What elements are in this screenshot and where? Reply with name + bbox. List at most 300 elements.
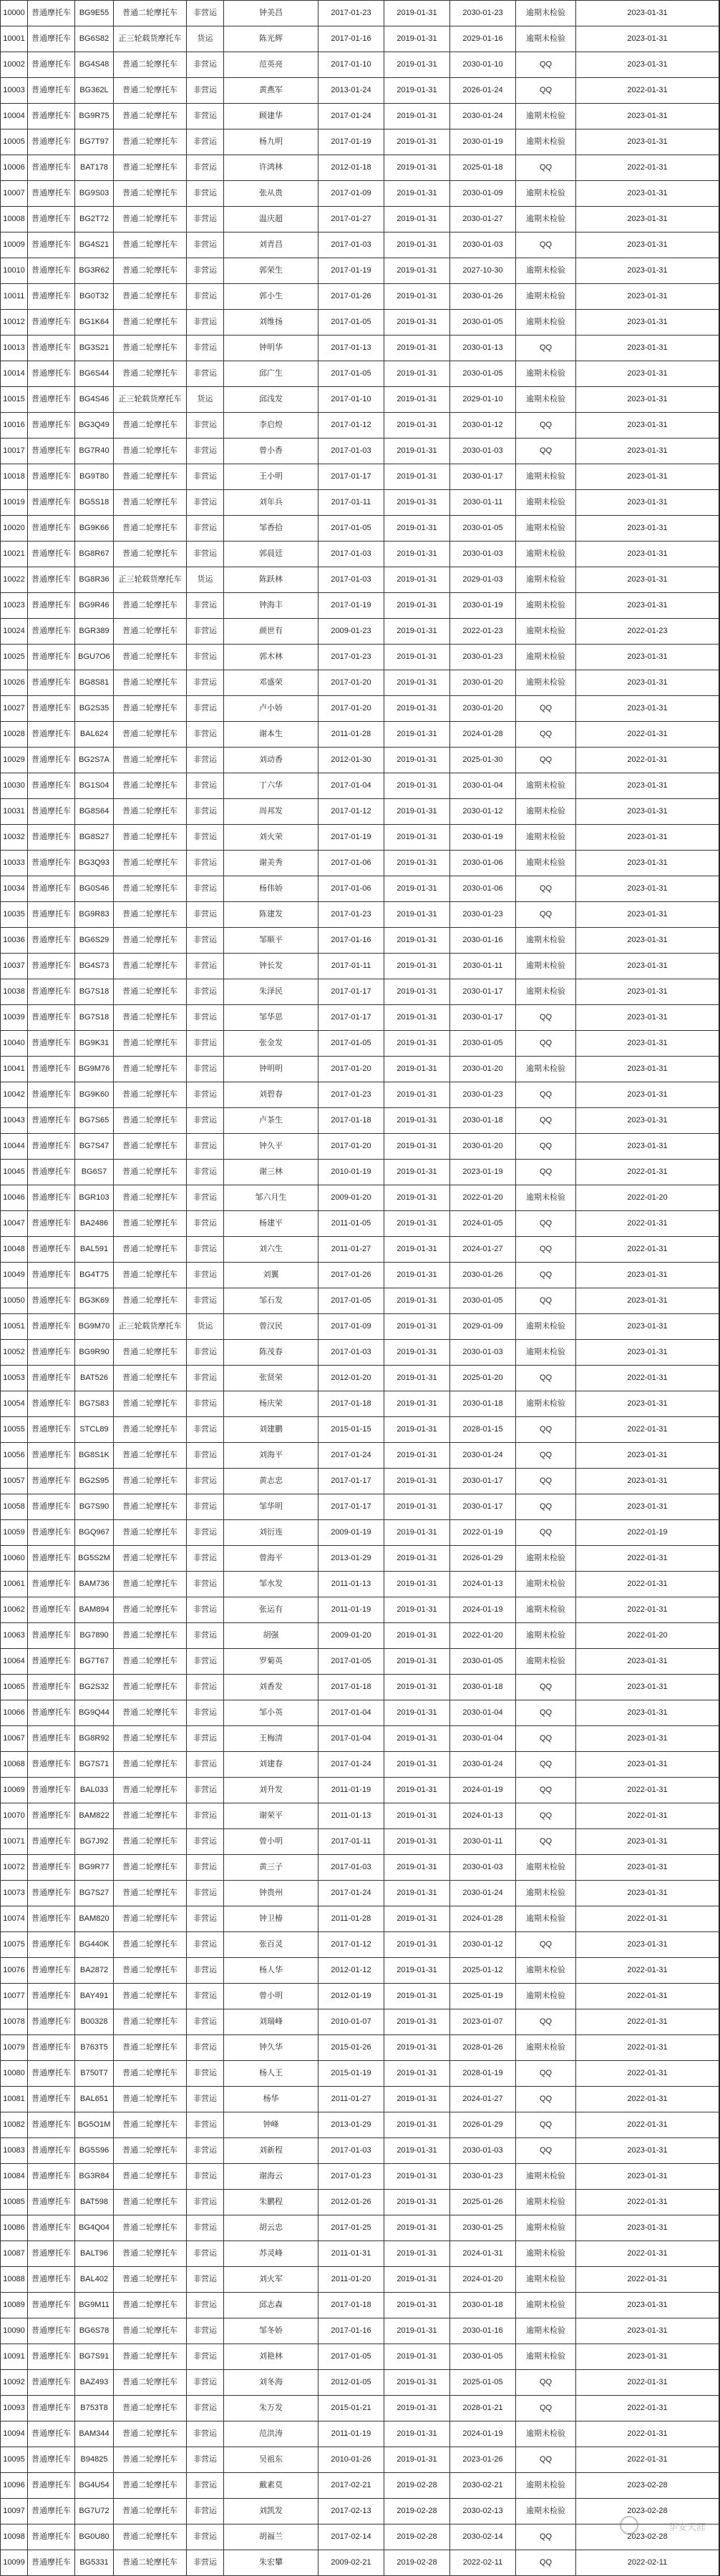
table-row [1,1803,719,1829]
cell-scrap-date: 2024-01-28 [450,1906,516,1932]
cell-vehicle-model: 普通二轮摩托车 [114,1597,187,1623]
cell-valid-until: 2023-01-31 [576,2164,719,2190]
cell-vehicle-type: 普通摩托车 [28,284,75,310]
cell-vehicle-type: 普通摩托车 [28,232,75,258]
cell-usage: 非营运 [187,1,224,26]
table-row [1,439,719,464]
cell-plate-no: BG6S29 [75,928,114,954]
cell-vehicle-type: 普通摩托车 [28,1237,75,1263]
cell-plate-no: BG2S32 [75,1675,114,1700]
cell-usage: 非营运 [187,1752,224,1778]
cell-vehicle-model: 普通二轮摩托车 [114,1288,187,1314]
cell-status: QQ [516,232,576,258]
cell-vehicle-model: 普通二轮摩托车 [114,1829,187,1855]
cell-record-no: 10074 [1,1906,28,1932]
cell-record-no: 10032 [1,825,28,851]
cell-valid-until: 2023-01-31 [576,413,719,439]
cell-inspect-date: 2019-01-31 [384,1185,450,1211]
cell-plate-no: BG3R62 [75,258,114,284]
cell-plate-no: BG7R40 [75,439,114,464]
cell-usage: 非营运 [187,2370,224,2396]
cell-register-date: 2017-01-18 [318,1675,384,1700]
cell-scrap-date: 2030-01-03 [450,232,516,258]
cell-vehicle-type: 普通摩托车 [28,1984,75,2009]
cell-usage: 非营运 [187,284,224,310]
cell-usage: 货运 [187,567,224,593]
cell-register-date: 2017-01-06 [318,876,384,902]
cell-record-no: 10067 [1,1726,28,1752]
cell-vehicle-type: 普通摩托车 [28,1881,75,1906]
cell-inspect-date: 2019-01-31 [384,464,450,490]
cell-status: 逾期未检验 [516,928,576,954]
cell-owner-name: 刘冬海 [224,2370,318,2396]
table-row [1,2293,719,2318]
cell-owner-name: 谢三林 [224,1160,318,1185]
cell-record-no: 10045 [1,1160,28,1185]
cell-owner-name: 郭晨廷 [224,542,318,567]
cell-vehicle-type: 普通摩托车 [28,464,75,490]
table-row [1,645,719,670]
cell-scrap-date: 2030-01-17 [450,1005,516,1031]
cell-vehicle-model: 普通二轮摩托车 [114,2164,187,2190]
cell-record-no: 10050 [1,1288,28,1314]
cell-usage: 非营运 [187,1082,224,1108]
table-row [1,2499,719,2524]
cell-usage: 非营运 [187,1108,224,1134]
cell-register-date: 2017-01-03 [318,542,384,567]
cell-status: 逾期未检验 [516,2344,576,2370]
cell-valid-until: 2023-01-31 [576,593,719,619]
cell-inspect-date: 2019-01-31 [384,825,450,851]
cell-owner-name: 邱浅发 [224,387,318,413]
cell-valid-until: 2023-01-31 [576,1855,719,1881]
cell-usage: 非营运 [187,1494,224,1520]
cell-status: QQ [516,1443,576,1469]
table-row [1,1649,719,1675]
cell-plate-no: BG1S04 [75,773,114,799]
cell-owner-name: 钟明明 [224,1057,318,1082]
cell-register-date: 2017-01-20 [318,1057,384,1082]
cell-inspect-date: 2019-02-28 [384,2524,450,2550]
cell-scrap-date: 2022-01-19 [450,1520,516,1546]
cell-register-date: 2011-01-05 [318,1211,384,1237]
cell-usage: 非营运 [187,155,224,181]
cell-plate-no: BG0T32 [75,284,114,310]
cell-owner-name: 王梅清 [224,1726,318,1752]
cell-valid-until: 2023-01-31 [576,954,719,979]
cell-plate-no: BAL651 [75,2087,114,2112]
cell-record-no: 10012 [1,310,28,336]
cell-status: QQ [516,439,576,464]
cell-vehicle-type: 普通摩托车 [28,52,75,78]
cell-usage: 非营运 [187,2524,224,2550]
cell-status: QQ [516,1288,576,1314]
cell-usage: 非营运 [187,336,224,361]
cell-owner-name: 杨人王 [224,2061,318,2087]
cell-usage: 非营运 [187,1520,224,1546]
cell-inspect-date: 2019-01-31 [384,2009,450,2035]
cell-usage: 非营运 [187,542,224,567]
cell-status: QQ [516,1237,576,1263]
cell-usage: 非营运 [187,799,224,825]
cell-status: 逾期未检验 [516,2318,576,2344]
table-row [1,722,719,748]
table-row [1,387,719,413]
cell-valid-until: 2023-02-28 [576,2524,719,2550]
cell-inspect-date: 2019-01-31 [384,1108,450,1134]
cell-register-date: 2012-01-12 [318,1958,384,1984]
cell-record-no: 10078 [1,2009,28,2035]
cell-register-date: 2015-01-21 [318,2396,384,2421]
cell-vehicle-type: 普通摩托车 [28,1366,75,1391]
cell-record-no: 10053 [1,1366,28,1391]
cell-vehicle-type: 普通摩托车 [28,954,75,979]
table-row [1,670,719,696]
cell-usage: 非营运 [187,748,224,773]
table-row [1,1494,719,1520]
cell-inspect-date: 2019-01-31 [384,696,450,722]
cell-valid-until: 2023-01-31 [576,361,719,387]
cell-register-date: 2017-01-18 [318,1391,384,1417]
cell-vehicle-model: 普通二轮摩托车 [114,207,187,232]
cell-scrap-date: 2030-01-05 [450,361,516,387]
cell-vehicle-model: 普通二轮摩托车 [114,1855,187,1881]
cell-record-no: 10037 [1,954,28,979]
cell-record-no: 10023 [1,593,28,619]
cell-inspect-date: 2019-01-31 [384,928,450,954]
cell-record-no: 10054 [1,1391,28,1417]
cell-inspect-date: 2019-01-31 [384,1958,450,1984]
cell-usage: 非营运 [187,2087,224,2112]
cell-scrap-date: 2024-01-19 [450,1778,516,1803]
cell-register-date: 2017-01-11 [318,954,384,979]
cell-scrap-date: 2024-01-19 [450,2421,516,2447]
cell-status: QQ [516,1469,576,1494]
cell-owner-name: 朱泽民 [224,979,318,1005]
cell-record-no: 10065 [1,1675,28,1700]
cell-plate-no: BG6S7 [75,1160,114,1185]
cell-valid-until: 2022-01-31 [576,1906,719,1932]
cell-owner-name: 钟贵州 [224,1881,318,1906]
cell-owner-name: 胡福兰 [224,2524,318,2550]
cell-scrap-date: 2030-01-20 [450,696,516,722]
cell-register-date: 2017-01-03 [318,232,384,258]
cell-vehicle-type: 普通摩托车 [28,1031,75,1057]
cell-status: 逾期未检验 [516,593,576,619]
cell-valid-until: 2023-01-31 [576,1134,719,1160]
cell-usage: 非营运 [187,2035,224,2061]
cell-inspect-date: 2019-01-31 [384,2061,450,2087]
cell-vehicle-type: 普通摩托车 [28,979,75,1005]
cell-owner-name: 刘年兵 [224,490,318,516]
cell-vehicle-type: 普通摩托车 [28,722,75,748]
cell-scrap-date: 2028-01-26 [450,2035,516,2061]
cell-usage: 非营运 [187,1288,224,1314]
cell-usage: 非营运 [187,1855,224,1881]
table-row [1,2035,719,2061]
table-row [1,413,719,439]
cell-record-no: 10098 [1,2524,28,2550]
cell-scrap-date: 2030-01-11 [450,954,516,979]
cell-register-date: 2017-01-16 [318,2318,384,2344]
watermark-logo-icon [620,2516,638,2535]
cell-owner-name: 杨华 [224,2087,318,2112]
cell-valid-until: 2022-01-31 [576,1417,719,1443]
cell-register-date: 2017-01-23 [318,1,384,26]
cell-valid-until: 2023-01-31 [576,490,719,516]
cell-vehicle-type: 普通摩托车 [28,207,75,232]
cell-owner-name: 郭荣生 [224,258,318,284]
cell-status: 逾期未检验 [516,26,576,52]
cell-owner-name: 钟久平 [224,1134,318,1160]
cell-scrap-date: 2024-01-31 [450,2241,516,2267]
cell-usage: 非营运 [187,2241,224,2267]
table-row [1,1597,719,1623]
cell-vehicle-model: 普通二轮摩托车 [114,1,187,26]
table-row [1,1546,719,1572]
cell-valid-until: 2022-01-31 [576,1778,719,1803]
cell-vehicle-type: 普通摩托车 [28,2447,75,2473]
cell-scrap-date: 2026-01-29 [450,1546,516,1572]
cell-vehicle-type: 普通摩托车 [28,1314,75,1340]
table-row [1,2061,719,2087]
cell-usage: 非营运 [187,1803,224,1829]
cell-inspect-date: 2019-01-31 [384,78,450,104]
cell-owner-name: 许鸿林 [224,155,318,181]
cell-owner-name: 邱志森 [224,2293,318,2318]
cell-usage: 非营运 [187,1932,224,1958]
cell-valid-until: 2023-01-31 [576,284,719,310]
cell-owner-name: 胡云忠 [224,2215,318,2241]
table-row [1,464,719,490]
cell-vehicle-model: 普通二轮摩托车 [114,825,187,851]
cell-plate-no: BAT526 [75,1366,114,1391]
cell-vehicle-type: 普通摩托车 [28,181,75,207]
cell-usage: 非营运 [187,1546,224,1572]
cell-vehicle-type: 普通摩托车 [28,1623,75,1649]
cell-valid-until: 2023-01-31 [576,670,719,696]
cell-valid-until: 2023-01-31 [576,542,719,567]
cell-valid-until: 2022-01-31 [576,2396,719,2421]
cell-valid-until: 2023-01-31 [576,1340,719,1366]
cell-vehicle-model: 普通二轮摩托车 [114,1675,187,1700]
cell-scrap-date: 2030-01-16 [450,928,516,954]
cell-record-no: 10069 [1,1778,28,1803]
cell-status: 逾期未检验 [516,2267,576,2293]
cell-valid-until: 2023-01-31 [576,799,719,825]
cell-inspect-date: 2019-01-31 [384,1494,450,1520]
cell-plate-no: BG7S65 [75,1108,114,1134]
cell-owner-name: 刘新程 [224,2138,318,2164]
cell-inspect-date: 2019-01-31 [384,258,450,284]
cell-scrap-date: 2025-01-26 [450,2190,516,2215]
cell-register-date: 2017-01-23 [318,1082,384,1108]
cell-scrap-date: 2030-01-11 [450,1829,516,1855]
cell-status: 逾期未检验 [516,619,576,645]
cell-inspect-date: 2019-01-31 [384,2190,450,2215]
cell-register-date: 2012-01-19 [318,1984,384,2009]
cell-register-date: 2017-01-17 [318,464,384,490]
cell-vehicle-model: 普通二轮摩托车 [114,1803,187,1829]
cell-scrap-date: 2030-01-13 [450,336,516,361]
cell-vehicle-model: 普通二轮摩托车 [114,2318,187,2344]
cell-valid-until: 2023-01-31 [576,387,719,413]
cell-inspect-date: 2019-01-31 [384,1057,450,1082]
cell-register-date: 2011-01-28 [318,1906,384,1932]
cell-valid-until: 2023-01-31 [576,1288,719,1314]
cell-status: QQ [516,1778,576,1803]
cell-usage: 非营运 [187,928,224,954]
table-row [1,1314,719,1340]
cell-vehicle-model: 普通二轮摩托车 [114,1546,187,1572]
cell-valid-until: 2022-01-31 [576,1237,719,1263]
cell-status: 逾期未检验 [516,1546,576,1572]
cell-owner-name: 刘六生 [224,1237,318,1263]
cell-vehicle-type: 普通摩托车 [28,1340,75,1366]
cell-usage: 非营运 [187,1881,224,1906]
cell-record-no: 10008 [1,207,28,232]
cell-scrap-date: 2030-01-16 [450,2318,516,2344]
cell-status: QQ [516,1082,576,1108]
cell-usage: 非营运 [187,104,224,129]
table-row [1,593,719,619]
cell-plate-no: BAM822 [75,1803,114,1829]
cell-owner-name: 钟长发 [224,954,318,979]
cell-register-date: 2017-01-17 [318,979,384,1005]
table-row [1,2138,719,2164]
cell-vehicle-model: 普通二轮摩托车 [114,413,187,439]
cell-status: 逾期未检验 [516,258,576,284]
cell-vehicle-type: 普通摩托车 [28,1829,75,1855]
cell-vehicle-model: 普通二轮摩托车 [114,1881,187,1906]
cell-inspect-date: 2019-01-31 [384,2396,450,2421]
cell-owner-name: 朱宏攀 [224,2550,318,2576]
cell-usage: 非营运 [187,722,224,748]
cell-scrap-date: 2029-01-16 [450,26,516,52]
cell-vehicle-model: 普通二轮摩托车 [114,876,187,902]
cell-status: 逾期未检验 [516,129,576,155]
cell-usage: 货运 [187,387,224,413]
cell-register-date: 2013-01-29 [318,1546,384,1572]
cell-scrap-date: 2030-01-24 [450,1443,516,1469]
cell-vehicle-model: 正三轮载货摩托车 [114,1314,187,1340]
cell-valid-until: 2022-01-31 [576,2370,719,2396]
cell-vehicle-type: 普通摩托车 [28,2344,75,2370]
cell-inspect-date: 2019-01-31 [384,593,450,619]
cell-inspect-date: 2019-01-31 [384,619,450,645]
cell-status: 逾期未检验 [516,1,576,26]
cell-inspect-date: 2019-01-31 [384,1288,450,1314]
cell-inspect-date: 2019-01-31 [384,748,450,773]
cell-owner-name: 刘动香 [224,748,318,773]
cell-inspect-date: 2019-01-31 [384,773,450,799]
table-row [1,1469,719,1494]
cell-valid-until: 2023-01-31 [576,851,719,876]
cell-vehicle-type: 普通摩托车 [28,1185,75,1211]
cell-inspect-date: 2019-01-31 [384,1237,450,1263]
cell-inspect-date: 2019-01-31 [384,2035,450,2061]
table-row [1,2473,719,2499]
table-row [1,851,719,876]
cell-usage: 非营运 [187,2009,224,2035]
cell-inspect-date: 2019-01-31 [384,1469,450,1494]
cell-valid-until: 2022-01-31 [576,1958,719,1984]
cell-valid-until: 2023-01-31 [576,2138,719,2164]
cell-plate-no: BGU7O6 [75,645,114,670]
cell-vehicle-type: 普通摩托车 [28,2524,75,2550]
table-row [1,2447,719,2473]
table-row [1,2396,719,2421]
cell-valid-until: 2023-01-31 [576,258,719,284]
cell-plate-no: BG8R92 [75,1726,114,1752]
cell-valid-until: 2023-01-31 [576,516,719,542]
cell-status: 逾期未检验 [516,1572,576,1597]
cell-record-no: 10026 [1,670,28,696]
cell-scrap-date: 2030-01-03 [450,1340,516,1366]
cell-valid-until: 2023-01-31 [576,876,719,902]
cell-usage: 非营运 [187,2499,224,2524]
cell-inspect-date: 2019-01-31 [384,1,450,26]
cell-inspect-date: 2019-01-31 [384,516,450,542]
cell-record-no: 10048 [1,1237,28,1263]
cell-scrap-date: 2028-01-15 [450,1417,516,1443]
cell-status: 逾期未检验 [516,2190,576,2215]
cell-plate-no: BG8S81 [75,670,114,696]
cell-scrap-date: 2030-01-04 [450,1726,516,1752]
cell-scrap-date: 2030-01-24 [450,104,516,129]
cell-plate-no: BG8S27 [75,825,114,851]
cell-usage: 非营运 [187,954,224,979]
cell-record-no: 10011 [1,284,28,310]
cell-inspect-date: 2019-01-31 [384,2164,450,2190]
cell-register-date: 2013-01-29 [318,2112,384,2138]
cell-plate-no: BAM344 [75,2421,114,2447]
cell-vehicle-model: 普通二轮摩托车 [114,2267,187,2293]
cell-vehicle-type: 普通摩托车 [28,1752,75,1778]
cell-status: QQ [516,2112,576,2138]
cell-usage: 非营运 [187,1031,224,1057]
cell-owner-name: 周邦发 [224,799,318,825]
cell-valid-until: 2023-01-31 [576,567,719,593]
cell-status: 逾期未检验 [516,567,576,593]
cell-plate-no: BG5S96 [75,2138,114,2164]
cell-owner-name: 陈茂春 [224,1340,318,1366]
cell-register-date: 2012-01-26 [318,2190,384,2215]
cell-valid-until: 2022-01-31 [576,2087,719,2112]
cell-status: QQ [516,1366,576,1391]
cell-usage: 非营运 [187,464,224,490]
cell-inspect-date: 2019-01-31 [384,1726,450,1752]
cell-register-date: 2017-01-18 [318,1108,384,1134]
cell-vehicle-model: 普通二轮摩托车 [114,1366,187,1391]
table-row [1,1366,719,1391]
cell-register-date: 2010-01-07 [318,2009,384,2035]
cell-usage: 非营运 [187,1211,224,1237]
cell-record-no: 10009 [1,232,28,258]
cell-vehicle-model: 普通二轮摩托车 [114,773,187,799]
cell-usage: 非营运 [187,2112,224,2138]
cell-vehicle-type: 普通摩托车 [28,670,75,696]
cell-record-no: 10046 [1,1185,28,1211]
cell-register-date: 2013-01-24 [318,78,384,104]
cell-vehicle-model: 普通二轮摩托车 [114,310,187,336]
cell-usage: 非营运 [187,619,224,645]
cell-scrap-date: 2024-01-05 [450,1211,516,1237]
table-row [1,1005,719,1031]
cell-vehicle-model: 普通二轮摩托车 [114,2370,187,2396]
cell-inspect-date: 2019-01-31 [384,1443,450,1469]
cell-owner-name: 谢海云 [224,2164,318,2190]
